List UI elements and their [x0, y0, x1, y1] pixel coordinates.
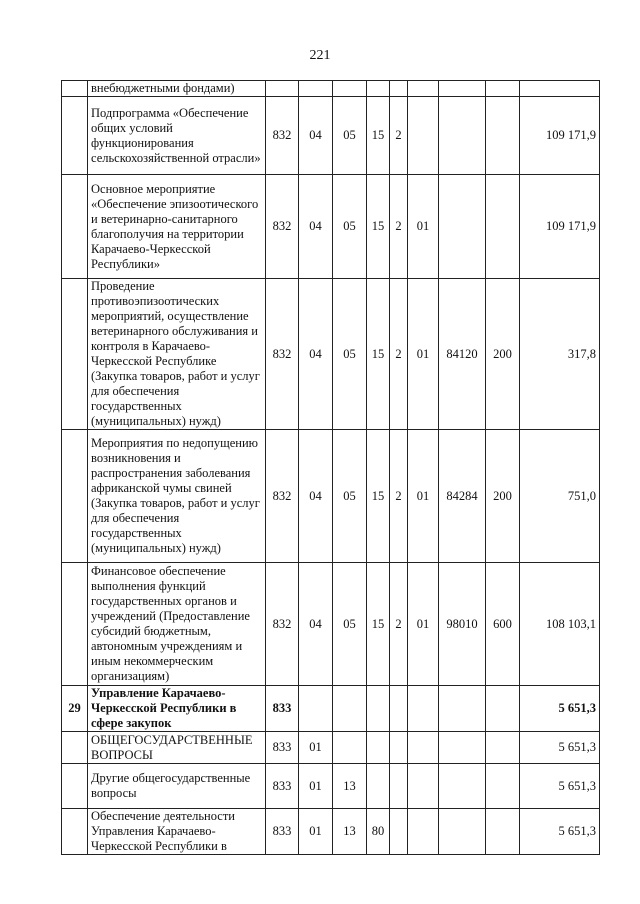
amount-cell: 109 171,9	[520, 97, 600, 175]
table-row	[62, 81, 600, 97]
amount-cell: 317,8	[520, 279, 600, 430]
expense-type-cell: 600	[486, 563, 520, 686]
row-number-cell	[62, 81, 88, 97]
program-code-cell	[367, 764, 390, 809]
activity-code-cell	[408, 81, 439, 97]
table-row	[62, 97, 600, 175]
expense-type-cell: 200	[486, 279, 520, 430]
budget-table-body	[62, 81, 600, 855]
subprogram-code-cell	[390, 809, 408, 855]
amount-cell: 108 103,1	[520, 563, 600, 686]
expense-type-cell	[486, 175, 520, 279]
item-name-cell: Обеспечение деятельности Управления Карачаево-Черкесской Республики в	[88, 809, 266, 855]
section-code-cell	[299, 686, 333, 732]
activity-code-cell	[408, 764, 439, 809]
amount-cell: 5 651,3	[520, 686, 600, 732]
expense-type-cell	[486, 764, 520, 809]
direction-code-cell: 98010	[439, 563, 486, 686]
page-number: 221	[309, 48, 331, 63]
section-code-cell: 01	[299, 764, 333, 809]
program-code-cell: 15	[367, 563, 390, 686]
item-name-cell: ОБЩЕГОСУДАРСТВЕННЫЕ ВОПРОСЫ	[88, 732, 266, 764]
subprogram-code-cell	[390, 81, 408, 97]
direction-code-cell	[439, 732, 486, 764]
activity-code-cell	[408, 732, 439, 764]
expense-type-cell	[486, 97, 520, 175]
program-code-cell: 15	[367, 97, 390, 175]
activity-code-cell	[408, 809, 439, 855]
subprogram-code-cell	[390, 686, 408, 732]
subsection-code-cell: 05	[333, 563, 367, 686]
item-name-cell: Другие общегосударственные вопросы	[88, 764, 266, 809]
item-name-cell: Управление Карачаево-Черкесской Республики в сфере закупок	[88, 686, 266, 732]
activity-code-cell: 01	[408, 279, 439, 430]
section-code-cell: 01	[299, 732, 333, 764]
program-code-cell: 15	[367, 430, 390, 563]
program-code-cell	[367, 81, 390, 97]
section-code-cell: 04	[299, 175, 333, 279]
program-code-cell: 15	[367, 175, 390, 279]
direction-code-cell	[439, 809, 486, 855]
ministry-code-cell: 833	[266, 686, 299, 732]
direction-code-cell	[439, 97, 486, 175]
section-code-cell	[299, 81, 333, 97]
expense-type-cell	[486, 732, 520, 764]
amount-cell: 751,0	[520, 430, 600, 563]
subprogram-code-cell: 2	[390, 430, 408, 563]
expense-type-cell: 200	[486, 430, 520, 563]
section-code-cell: 04	[299, 430, 333, 563]
activity-code-cell: 01	[408, 175, 439, 279]
subsection-code-cell	[333, 686, 367, 732]
section-code-cell: 04	[299, 279, 333, 430]
amount-cell: 109 171,9	[520, 175, 600, 279]
program-code-cell	[367, 732, 390, 764]
row-number-cell	[62, 279, 88, 430]
table-row	[62, 175, 600, 279]
program-code-cell: 80	[367, 809, 390, 855]
subsection-code-cell: 13	[333, 809, 367, 855]
table-row	[62, 809, 600, 855]
item-name-cell: Мероприятия по недопущению возникновения и распространения заболевания африканской чумы свиней (Закупка товаров, работ и услуг для обеспечения государственных (муниципальных) нужд)	[88, 430, 266, 563]
item-name-cell: внебюджетными фондами)	[88, 81, 266, 97]
subprogram-code-cell: 2	[390, 279, 408, 430]
activity-code-cell: 01	[408, 430, 439, 563]
program-code-cell: 15	[367, 279, 390, 430]
direction-code-cell: 84284	[439, 430, 486, 563]
subsection-code-cell	[333, 732, 367, 764]
row-number-cell	[62, 809, 88, 855]
subprogram-code-cell: 2	[390, 175, 408, 279]
section-code-cell: 04	[299, 97, 333, 175]
subsection-code-cell: 05	[333, 97, 367, 175]
subprogram-code-cell	[390, 732, 408, 764]
ministry-code-cell: 832	[266, 279, 299, 430]
expense-type-cell	[486, 81, 520, 97]
amount-cell	[520, 81, 600, 97]
row-number-cell	[62, 563, 88, 686]
item-name-cell: Финансовое обеспечение выполнения функций государственных органов и учреждений (Предоставление субсидий бюджетным, автономным учреждениям и иным некоммерческим организациям)	[88, 563, 266, 686]
table-row	[62, 764, 600, 809]
row-number-cell	[62, 732, 88, 764]
item-name-cell: Подпрограмма «Обеспечение общих условий функционирования сельскохозяйственной отрасли»	[88, 97, 266, 175]
subsection-code-cell: 05	[333, 430, 367, 563]
row-number-cell	[62, 175, 88, 279]
subsection-code-cell: 05	[333, 279, 367, 430]
ministry-code-cell: 833	[266, 809, 299, 855]
ministry-code-cell: 832	[266, 563, 299, 686]
amount-cell: 5 651,3	[520, 732, 600, 764]
table-row	[62, 686, 600, 732]
direction-code-cell	[439, 81, 486, 97]
program-code-cell	[367, 686, 390, 732]
direction-code-cell	[439, 764, 486, 809]
subprogram-code-cell: 2	[390, 563, 408, 686]
item-name-cell: Основное мероприятие «Обеспечение эпизоотического и ветеринарно-санитарного благополучия на территории Карачаево-Черкесской Республики»	[88, 175, 266, 279]
subsection-code-cell: 05	[333, 175, 367, 279]
direction-code-cell: 84120	[439, 279, 486, 430]
amount-cell: 5 651,3	[520, 764, 600, 809]
direction-code-cell	[439, 175, 486, 279]
section-code-cell: 01	[299, 809, 333, 855]
amount-cell: 5 651,3	[520, 809, 600, 855]
item-name-cell: Проведение противоэпизоотических мероприятий, осуществление ветеринарного обслуживания и контроля в Карачаево-Черкесской Республике (Закупка товаров, работ и услуг для обеспечения государственных (муниципальных) нужд)	[88, 279, 266, 430]
ministry-code-cell	[266, 81, 299, 97]
subprogram-code-cell	[390, 764, 408, 809]
subsection-code-cell	[333, 81, 367, 97]
activity-code-cell	[408, 686, 439, 732]
ministry-code-cell: 832	[266, 430, 299, 563]
row-number-cell	[62, 97, 88, 175]
section-code-cell: 04	[299, 563, 333, 686]
row-number-cell	[62, 430, 88, 563]
activity-code-cell: 01	[408, 563, 439, 686]
direction-code-cell	[439, 686, 486, 732]
ministry-code-cell: 833	[266, 732, 299, 764]
table-row	[62, 430, 600, 563]
table-row	[62, 563, 600, 686]
budget-table	[61, 80, 600, 855]
row-number-cell: 29	[62, 686, 88, 732]
ministry-code-cell: 833	[266, 764, 299, 809]
expense-type-cell	[486, 809, 520, 855]
subprogram-code-cell: 2	[390, 97, 408, 175]
row-number-cell	[62, 764, 88, 809]
expense-type-cell	[486, 686, 520, 732]
subsection-code-cell: 13	[333, 764, 367, 809]
table-row	[62, 279, 600, 430]
ministry-code-cell: 832	[266, 97, 299, 175]
ministry-code-cell: 832	[266, 175, 299, 279]
activity-code-cell	[408, 97, 439, 175]
table-row	[62, 732, 600, 764]
